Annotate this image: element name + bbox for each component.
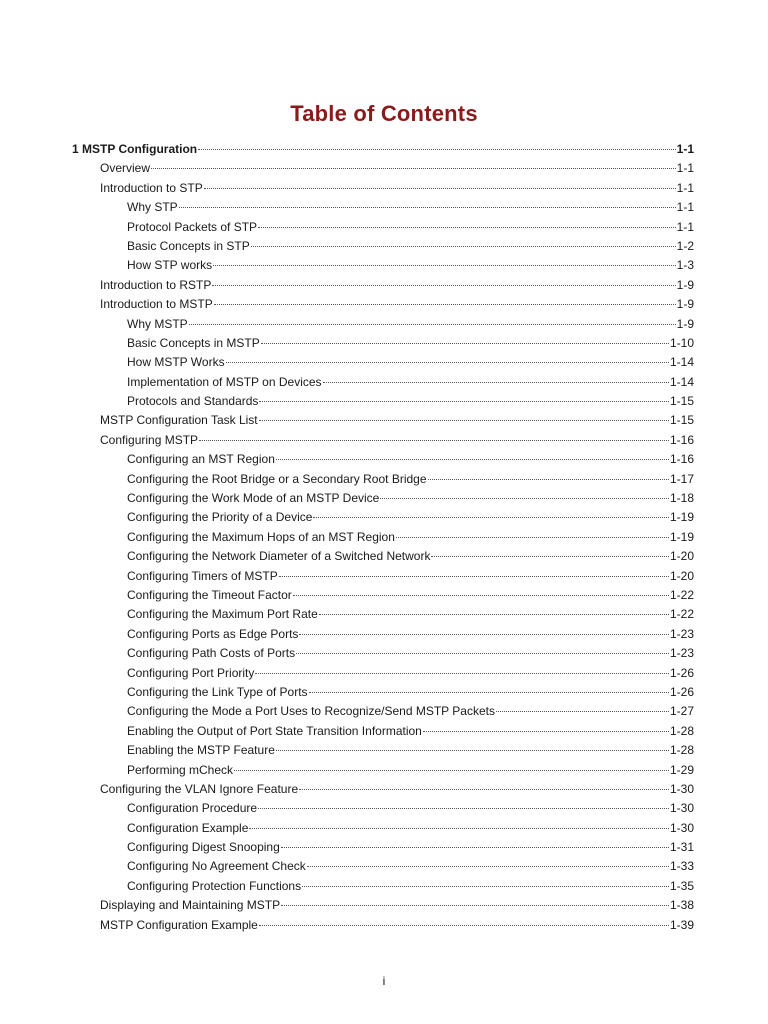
toc-entry-title[interactable]: How STP works — [127, 258, 213, 273]
toc-entry-page-number[interactable]: 1-30 — [669, 820, 694, 835]
toc-entry-title[interactable]: How MSTP Works — [127, 355, 225, 370]
toc-dot-leader — [428, 479, 669, 480]
toc-entry-page-number[interactable]: 1-18 — [669, 491, 694, 506]
toc-entry[interactable] — [72, 916, 694, 935]
toc-dot-leader — [213, 265, 676, 266]
toc-entry-title[interactable]: Configuring the Maximum Port Rate — [127, 607, 318, 622]
toc-entry[interactable] — [72, 315, 694, 334]
toc-entry-title[interactable]: Configuration Procedure — [127, 801, 258, 816]
table-of-contents — [72, 140, 694, 935]
toc-entry-title[interactable]: Protocol Packets of STP — [127, 219, 258, 234]
toc-entry-title[interactable]: Configuring the Work Mode of an MSTP Device — [127, 491, 380, 506]
toc-entry[interactable] — [72, 722, 694, 741]
toc-entry-title[interactable]: Configuring the Timeout Factor — [127, 587, 292, 602]
toc-entry[interactable] — [72, 567, 694, 586]
toc-entry-title[interactable]: MSTP Configuration Task List — [100, 413, 258, 428]
toc-entry-title[interactable]: Basic Concepts in MSTP — [127, 335, 260, 350]
toc-entry[interactable] — [72, 431, 694, 450]
toc-dot-leader — [299, 634, 669, 635]
toc-entry-page-number[interactable]: 1-3 — [676, 258, 694, 273]
toc-entry-title[interactable]: Configuring the Root Bridge or a Secondary Root Bridge — [127, 471, 427, 486]
toc-entry[interactable] — [72, 237, 694, 256]
toc-entry-page-number[interactable]: 1-23 — [669, 646, 694, 661]
toc-entry-page-number[interactable]: 1-9 — [676, 277, 694, 292]
toc-entry-title[interactable]: Configuring Digest Snooping — [127, 840, 280, 855]
toc-entry-page-number[interactable]: 1-28 — [669, 723, 694, 738]
toc-entry[interactable] — [72, 528, 694, 547]
toc-entry-title[interactable]: Introduction to MSTP — [100, 297, 213, 312]
toc-entry[interactable] — [72, 799, 694, 818]
toc-entry-page-number[interactable]: 1-15 — [669, 413, 694, 428]
toc-entry-page-number[interactable]: 1-33 — [669, 859, 694, 874]
toc-dot-leader — [423, 731, 669, 732]
toc-entry[interactable] — [72, 857, 694, 876]
toc-dot-leader — [258, 227, 676, 228]
toc-entry[interactable] — [72, 353, 694, 372]
toc-entry[interactable] — [72, 761, 694, 780]
toc-dot-leader — [307, 866, 669, 867]
toc-dot-leader — [255, 673, 669, 674]
toc-entry[interactable] — [72, 373, 694, 392]
toc-entry-page-number[interactable]: 1-22 — [669, 607, 694, 622]
toc-entry-page-number[interactable]: 1-9 — [676, 316, 694, 331]
toc-entry-title[interactable]: Configuring Ports as Edge Ports — [127, 626, 299, 641]
toc-entry-title[interactable]: Configuring Port Priority — [127, 665, 255, 680]
toc-entry-title[interactable]: Introduction to STP — [100, 180, 203, 195]
toc-entry[interactable] — [72, 702, 694, 721]
toc-entry-title[interactable]: Implementation of MSTP on Devices — [127, 374, 322, 389]
toc-entry-page-number[interactable]: 1-28 — [669, 743, 694, 758]
toc-dot-leader — [259, 401, 669, 402]
toc-entry-page-number[interactable]: 1-1 — [676, 219, 694, 234]
toc-dot-leader — [204, 188, 676, 189]
toc-dot-leader — [259, 420, 669, 421]
toc-entry[interactable] — [72, 508, 694, 527]
toc-entry[interactable] — [72, 392, 694, 411]
toc-dot-leader — [249, 828, 669, 829]
toc-entry-title[interactable]: Configuring No Agreement Check — [127, 859, 306, 874]
toc-entry-page-number[interactable]: 1-38 — [669, 898, 694, 913]
toc-dot-leader — [261, 343, 669, 344]
toc-entry-page-number[interactable]: 1-10 — [669, 335, 694, 350]
toc-entry-page-number[interactable]: 1-26 — [669, 684, 694, 699]
toc-entry-title[interactable]: Why STP — [127, 200, 178, 215]
toc-entry-page-number[interactable]: 1-22 — [669, 587, 694, 602]
toc-entry-page-number[interactable]: 1-9 — [676, 297, 694, 312]
toc-entry[interactable] — [72, 625, 694, 644]
toc-dot-leader — [189, 324, 676, 325]
toc-entry[interactable] — [72, 605, 694, 624]
toc-dot-leader — [276, 459, 669, 460]
toc-dot-leader — [323, 382, 669, 383]
toc-entry-page-number[interactable]: 1-19 — [669, 510, 694, 525]
toc-entry-page-number[interactable]: 1-14 — [669, 355, 694, 370]
toc-entry-page-number[interactable]: 1-20 — [669, 568, 694, 583]
toc-entry-title[interactable]: Configuring the Network Diameter of a Switched Network — [127, 549, 431, 564]
toc-entry-page-number[interactable]: 1-23 — [669, 626, 694, 641]
toc-entry-page-number[interactable]: 1-35 — [669, 878, 694, 893]
toc-dot-leader — [234, 770, 669, 771]
toc-entry[interactable] — [72, 547, 694, 566]
toc-entry[interactable] — [72, 218, 694, 237]
toc-entry[interactable] — [72, 159, 694, 178]
toc-entry-title[interactable]: Basic Concepts in STP — [127, 238, 250, 253]
toc-entry[interactable] — [72, 877, 694, 896]
page-title: Table of Contents — [290, 100, 478, 126]
toc-entry-page-number[interactable]: 1-20 — [669, 549, 694, 564]
toc-entry-title[interactable]: Configuring MSTP — [100, 432, 199, 447]
toc-entry-page-number[interactable]: 1-29 — [669, 762, 694, 777]
toc-dot-leader — [293, 595, 669, 596]
toc-dot-leader — [313, 517, 669, 518]
toc-entry[interactable] — [72, 334, 694, 353]
toc-entry-title[interactable]: Overview — [100, 161, 151, 176]
toc-dot-leader — [199, 440, 669, 441]
toc-entry[interactable] — [72, 586, 694, 605]
toc-entry-page-number[interactable]: 1-16 — [669, 452, 694, 467]
toc-entry-title[interactable]: Displaying and Maintaining MSTP — [100, 898, 281, 913]
toc-entry-page-number[interactable]: 1-30 — [669, 781, 694, 796]
toc-entry-title[interactable]: Configuring the Maximum Hops of an MST Region — [127, 529, 395, 544]
toc-entry-page-number[interactable]: 1-27 — [669, 704, 694, 719]
toc-entry-title[interactable]: Configuring Timers of MSTP — [127, 568, 278, 583]
toc-dot-leader — [151, 168, 676, 169]
toc-entry-page-number[interactable]: 1-2 — [676, 238, 694, 253]
toc-entry-title[interactable]: Configuring the Mode a Port Uses to Recognize/Send MSTP Packets — [127, 704, 495, 719]
toc-dot-leader — [251, 246, 676, 247]
toc-dot-leader — [431, 556, 669, 557]
toc-entry[interactable] — [72, 819, 694, 838]
toc-entry-page-number[interactable]: 1-16 — [669, 432, 694, 447]
toc-entry-title[interactable]: Enabling the Output of Port State Transition Information — [127, 723, 422, 738]
toc-entry-page-number[interactable]: 1-39 — [669, 917, 694, 932]
toc-entry-title[interactable]: Configuring the Link Type of Ports — [127, 684, 308, 699]
toc-entry[interactable] — [72, 295, 694, 314]
toc-entry-title[interactable]: Configuring the VLAN Ignore Feature — [100, 781, 299, 796]
toc-entry[interactable] — [72, 644, 694, 663]
toc-dot-leader — [179, 207, 676, 208]
toc-entry[interactable] — [72, 411, 694, 430]
toc-entry[interactable] — [72, 198, 694, 217]
toc-entry-page-number[interactable]: 1-17 — [669, 471, 694, 486]
toc-entry-page-number[interactable]: 1-30 — [669, 801, 694, 816]
toc-entry-title[interactable]: Configuring Protection Functions — [127, 878, 302, 893]
toc-entry[interactable] — [72, 470, 694, 489]
toc-entry[interactable] — [72, 179, 694, 198]
toc-entry[interactable] — [72, 896, 694, 915]
toc-dot-leader — [226, 362, 669, 363]
toc-entry[interactable] — [72, 741, 694, 760]
toc-entry-page-number[interactable]: 1-26 — [669, 665, 694, 680]
toc-entry-title[interactable]: Configuration Example — [127, 820, 249, 835]
toc-entry-page-number[interactable]: 1-15 — [669, 394, 694, 409]
toc-entry-title[interactable]: Why MSTP — [127, 316, 188, 331]
toc-entry-page-number[interactable]: 1-1 — [676, 200, 694, 215]
toc-entry-title[interactable]: Configuring an MST Region — [127, 452, 275, 467]
toc-entry[interactable] — [72, 780, 694, 799]
toc-entry-title[interactable]: Performing mCheck — [127, 762, 234, 777]
toc-dot-leader — [302, 886, 669, 887]
page-number: i — [382, 974, 386, 988]
toc-entry[interactable] — [72, 683, 694, 702]
toc-dot-leader — [279, 576, 669, 577]
toc-entry-page-number[interactable]: 1-19 — [669, 529, 694, 544]
toc-dot-leader — [212, 285, 675, 286]
toc-entry-page-number[interactable]: 1-14 — [669, 374, 694, 389]
toc-dot-leader — [299, 789, 669, 790]
toc-entry[interactable] — [72, 140, 694, 159]
toc-dot-leader — [296, 653, 669, 654]
toc-dot-leader — [319, 614, 669, 615]
toc-dot-leader — [496, 711, 669, 712]
toc-dot-leader — [259, 925, 669, 926]
toc-entry[interactable] — [72, 664, 694, 683]
toc-entry-title[interactable]: Enabling the MSTP Feature — [127, 743, 275, 758]
toc-entry-page-number[interactable]: 1-1 — [676, 161, 694, 176]
toc-entry-title[interactable]: Protocols and Standards — [127, 394, 259, 409]
toc-dot-leader — [396, 537, 669, 538]
toc-dot-leader — [281, 905, 669, 906]
toc-dot-leader — [258, 808, 669, 809]
toc-dot-leader — [281, 847, 669, 848]
toc-entry-title[interactable]: Configuring Path Costs of Ports — [127, 646, 296, 661]
toc-entry[interactable] — [72, 256, 694, 275]
toc-entry-page-number[interactable]: 1-1 — [676, 180, 694, 195]
toc-entry-title[interactable]: 1 MSTP Configuration — [72, 142, 198, 156]
toc-dot-leader — [380, 498, 669, 499]
toc-entry[interactable] — [72, 489, 694, 508]
toc-entry-title[interactable]: Configuring the Priority of a Device — [127, 510, 313, 525]
toc-entry[interactable] — [72, 276, 694, 295]
toc-dot-leader — [214, 304, 676, 305]
toc-entry-title[interactable]: Introduction to RSTP — [100, 277, 212, 292]
toc-entry-page-number[interactable]: 1-31 — [669, 840, 694, 855]
toc-entry-title[interactable]: MSTP Configuration Example — [100, 917, 258, 932]
toc-entry[interactable] — [72, 838, 694, 857]
toc-dot-leader — [198, 149, 676, 150]
toc-entry[interactable] — [72, 450, 694, 469]
toc-dot-leader — [309, 692, 669, 693]
toc-entry-page-number[interactable]: 1-1 — [676, 142, 694, 156]
toc-dot-leader — [276, 750, 669, 751]
